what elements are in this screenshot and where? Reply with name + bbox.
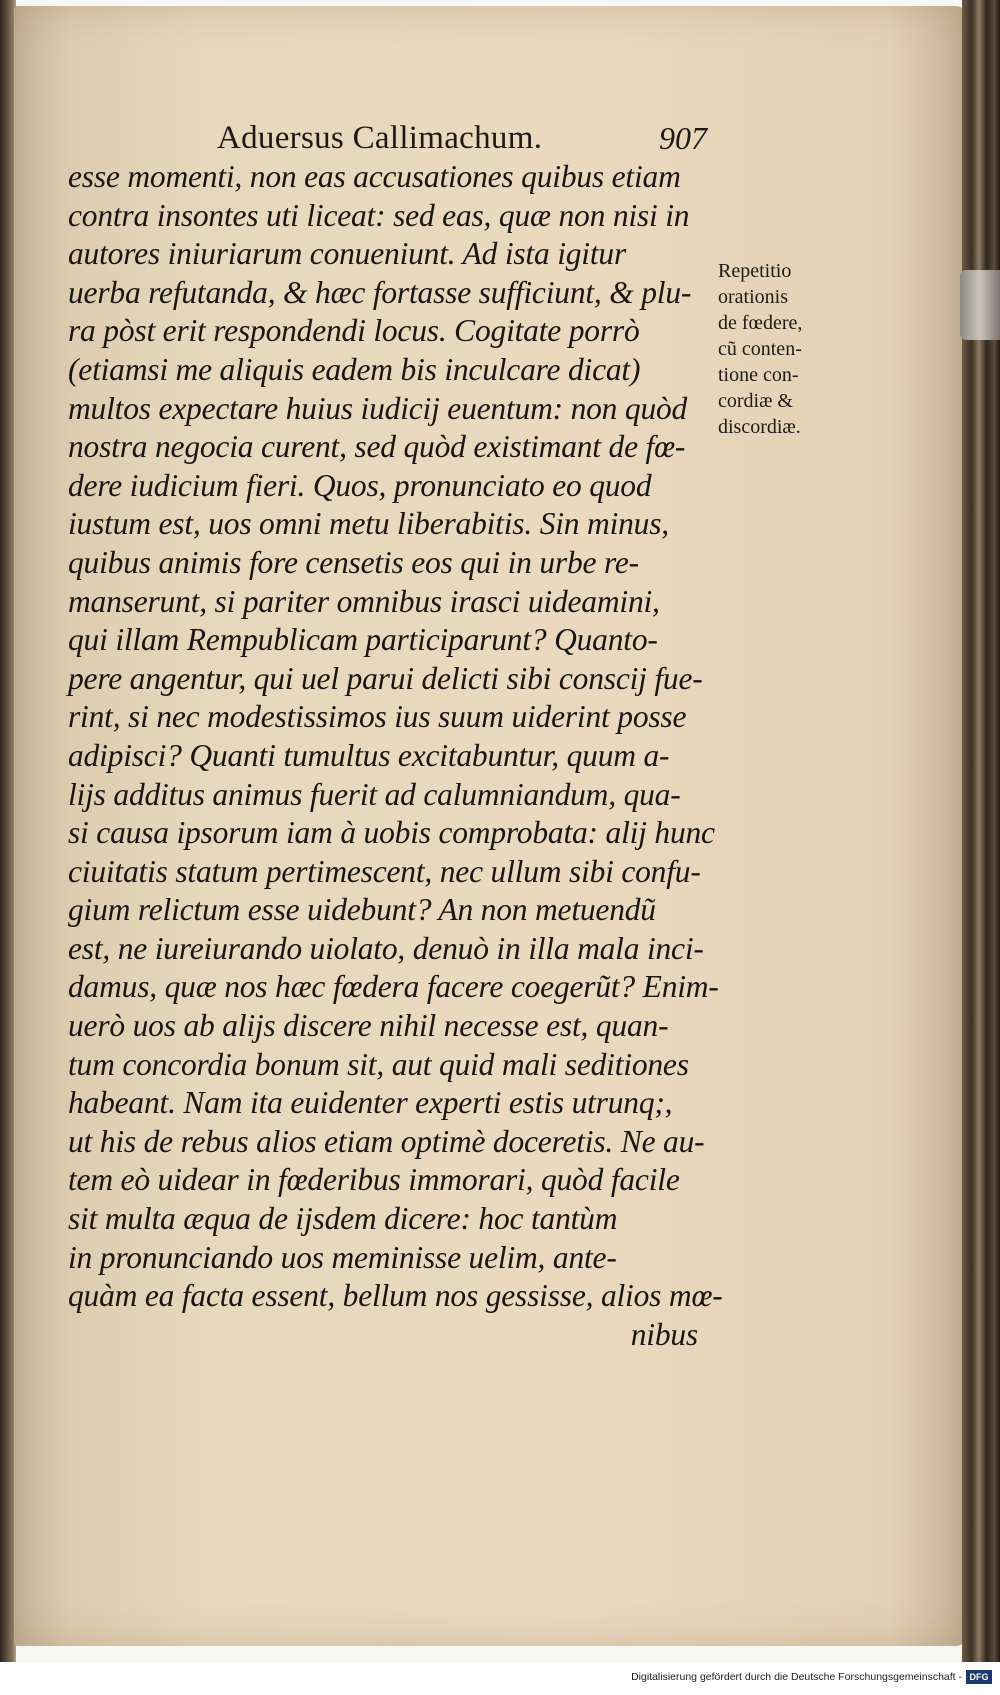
body-text	[68, 158, 723, 1354]
text-line: autores iniuriarum conueniunt. Ad ista igitur	[68, 236, 627, 272]
text-line: sit multa æqua de ijsdem dicere: hoc tantùm	[68, 1201, 618, 1237]
text-line: tem eò uidear in fœderibus immorari, quòd facile	[68, 1162, 680, 1198]
text-line: ra pòst erit respondendi locus. Cogitate porrò	[68, 313, 640, 349]
text-line: (etiamsi me aliquis eadem bis inculcare dicat)	[68, 351, 641, 387]
margin-note-line: Repetitio	[718, 260, 792, 282]
text-line: gium relictum esse uidebunt? An non metuendũ	[68, 892, 656, 928]
text-line: habeant. Nam ita euidenter experti estis utrunq;,	[68, 1085, 673, 1121]
bookmark-clip	[960, 270, 1000, 340]
text-line: ut his de rebus alios etiam optimè doceretis. Ne au-	[68, 1123, 705, 1159]
text-line: si causa ipsorum iam à uobis comprobata: alij hunc	[68, 815, 715, 851]
text-line: adipisci? Quanti tumultus excitabuntur, quum a-	[68, 737, 670, 773]
margin-note	[718, 258, 848, 440]
text-line: esse momenti, non eas accusationes quibus etiam	[68, 159, 681, 194]
page-number: 907	[659, 120, 707, 156]
text-line: pere angentur, qui uel parui delicti sibi conscij fue-	[68, 660, 703, 696]
text-line: multos expectare huius iudicij euentum: non quòd	[68, 390, 688, 426]
text-line: uerba refutanda, & hæc fortasse sufficiunt, & plu-	[68, 274, 692, 310]
margin-note-line: cordiæ &	[718, 390, 793, 412]
text-line: damus, quæ nos hæc fœdera facere coegerũt? Enim-	[68, 969, 719, 1005]
funding-credit: Digitalisierung gefördert durch die Deutsche Forschungsgemeinschaft -	[631, 1671, 962, 1683]
text-line: nibus	[630, 1316, 698, 1352]
margin-note-line: tione con-	[718, 364, 799, 386]
text-line: dere iudicium fieri. Quos, pronunciato eo quod	[68, 467, 652, 503]
text-line: quàm ea facta essent, bellum nos gessisse, alios mœ-	[68, 1278, 723, 1314]
digitization-footer	[0, 1662, 1000, 1695]
text-line: lijs additus animus fuerit ad calumniandum, qua-	[68, 776, 681, 812]
text-line: nostra negocia curent, sed quòd existimant de fœ-	[68, 429, 686, 465]
text-line: contra insontes uti liceat: sed eas, quæ non nisi in	[68, 197, 690, 233]
text-line: quibus animis fore censetis eos qui in urbe re-	[68, 544, 639, 580]
text-line: manserunt, si pariter omnibus irasci uideamini,	[68, 583, 660, 619]
text-line: qui illam Rempublicam participarunt? Quanto-	[68, 622, 658, 658]
text-line: iustum est, uos omni metu liberabitis. Sin minus,	[68, 506, 669, 542]
margin-note-line: de fœdere,	[718, 312, 803, 334]
margin-note-line: orationis	[718, 286, 788, 308]
text-line: est, ne iureiurando uiolato, denuò in illa mala inci-	[68, 930, 704, 966]
right-page-stack	[962, 0, 1000, 1662]
text-line: ciuitatis statum pertimescent, nec ullum sibi confu-	[68, 853, 701, 889]
margin-note-line: cũ conten-	[718, 338, 802, 360]
margin-note-line: discordiæ.	[718, 416, 801, 438]
text-line: in pronunciando uos meminisse uelim, ante-	[68, 1239, 617, 1275]
running-title: Aduersus Callimachum.	[217, 120, 543, 156]
text-line: tum concordia bonum sit, aut quid mali seditiones	[68, 1046, 689, 1082]
text-line: uerò uos ab alijs discere nihil necesse est, quan-	[68, 1008, 669, 1044]
text-line: rint, si nec modestissimos ius suum uiderint posse	[68, 699, 687, 735]
dfg-logo: DFG	[966, 1670, 992, 1684]
